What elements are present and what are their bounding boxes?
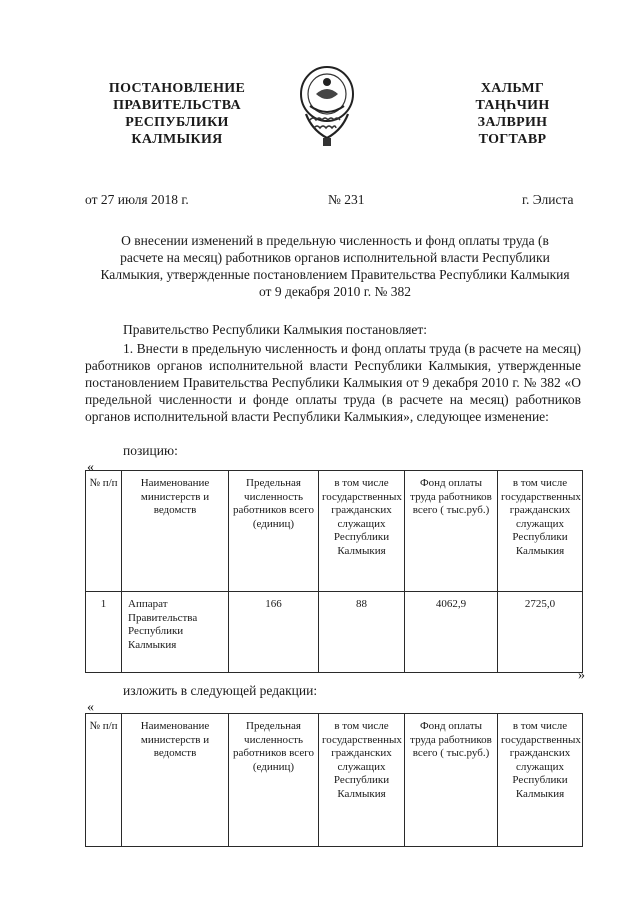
position-label: позицию: [123,443,178,458]
header-right-line: ХАЛЬМГ [480,81,545,96]
position-table-old [85,470,583,673]
header-left-line: КАЛМЫКИЯ [131,132,223,147]
header-left-line: ПОСТАНОВЛЕНИЕ [108,81,246,96]
header-cell-civil-fund: в том числе государственных гражданских служащих Республики Калмыкия [498,714,583,847]
header-cell-total-staff: Предельная численность работников всего (единиц) [229,471,319,592]
replace-label: изложить в следующей редакции: [123,683,318,698]
document-title: О внесении изменений в предельную численность и фонд оплаты труда (в расчете на месяц) работников органов исполнительной власти Республики Калмыкия, утвержденные постановлением Правительства Республики Калмыкия от 9 декабря 2010 г. № 382 [100,233,570,299]
header-cell-civil-servants: в том числе государственных гражданских служащих Республики Калмыкия [319,714,405,847]
header-right-title [455,80,570,148]
header-cell-num: № п/п [86,471,122,592]
cell-civil-fund: 2725,0 [498,592,583,673]
document-city: г. Элиста [522,192,574,207]
header-cell-num: № п/п [86,714,122,847]
coat-of-arms-kalmykia-icon [292,60,362,152]
header-left-title [82,80,272,148]
cell-num: 1 [86,592,122,673]
header-right-line: ЗАЛВРИН [477,115,548,130]
position-table-new [85,713,583,847]
lead-sentence: Правительство Республики Калмыкия постановляет: [123,322,428,337]
cell-name: Аппарат Правительства Республики Калмыкия [122,592,229,673]
document-date: от 27 июля 2018 г. [85,192,189,207]
header-cell-total-fund: Фонд оплаты труда работников всего ( тыс.руб.) [405,714,498,847]
open-quote: « [87,460,94,475]
cell-total-fund: 4062,9 [405,592,498,673]
header-cell-name: Наименование министерств и ведомств [122,714,229,847]
header-right-line: ТОГТАВР [478,132,547,147]
table-header-row [86,471,583,592]
header-cell-name: Наименование министерств и ведомств [122,471,229,592]
header-cell-civil-servants: в том числе государственных гражданских служащих Республики Калмыкия [319,471,405,592]
cell-total-staff: 166 [229,592,319,673]
header-cell-total-staff: Предельная численность работников всего (единиц) [229,714,319,847]
header-cell-civil-fund: в том числе государственных гражданских служащих Республики Калмыкия [498,471,583,592]
table-row [86,592,583,673]
header-left-line: ПРАВИТЕЛЬСТВА [113,98,241,113]
document-number: № 231 [328,192,365,207]
open-quote: « [87,700,94,715]
cell-civil-servants: 88 [319,592,405,673]
header-right-line: ТАҢҺЧИН [475,98,550,113]
table-header-row [86,714,583,847]
close-quote: » [578,668,585,683]
paragraph-1: 1. Внести в предельную численность и фонд оплаты труда (в расчете на месяц) работников органов исполнительной власти Республики Калмыкия, утвержденные постановлением Правительства Республики Калмыкия от 9 декабря 2010 г. № 382 «О предельной численности и фонде оплаты труда (в расчете на месяц) работников органов исполнительной власти Республики Калмыкия», следующее изменение: [85,341,581,424]
header-cell-total-fund: Фонд оплаты труда работников всего ( тыс.руб.) [405,471,498,592]
header-left-line: РЕСПУБЛИКИ [125,115,229,130]
